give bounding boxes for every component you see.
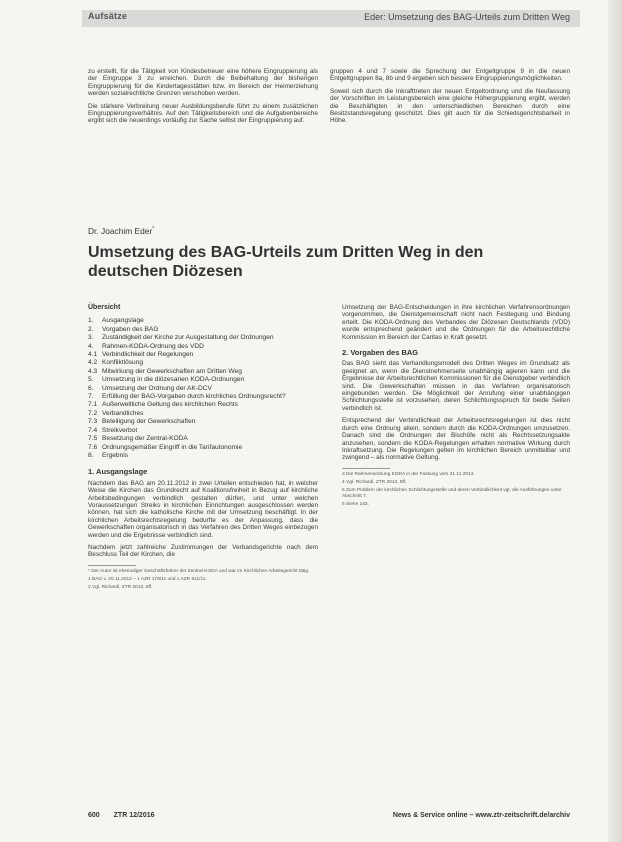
section-1-paragraph: Nachdem das BAG am 20.11.2012 in zwei Urteilen entschieden hat, in welcher Weise die Kirchen das Grundrecht auf Koalitionsfreiheit in Bezug auf kirchliche Arbeitsbedingungen verbindlich gestalten dürfen, und unter welchen Voraussetzungen Streiks in kirchlichen Einrichtungen ausgeschlossen werden können, hat sich die katholische Kirche mit der Umsetzung beschäftigt. In der kirchlichen Arbeitsrechtsregelung bedurfte es der Anpassung, dass die Gewerkschaften organisatorisch in das Verfahren des Dritten Weges einbezogen werden und die Ergebnisse verbindlich sind. — [88, 479, 318, 539]
footnote: 2 Vgl. Richardi, ZTR 2013, 8ff. — [88, 584, 153, 590]
section-2-paragraph: Entsprechend der Verbindlichkeit der Arbeitsrechtsregelungen ist dies nicht durch eine Ordnung allein, sondern durch die KODA-Ordnungen umzusetzen. Danach sind die Ordnungen der Bischöfe nicht als Rechtssetzungsakte anzusehen, sondern die KODA-Regelungen erhalten normative Wirkung durch Inkraftsetzung. Die Regelungen gelten im kirchlichen Bereich unmittelbar und zwingend – als normative Geltung. — [342, 417, 570, 462]
toc-item: 8. Ergebnis — [88, 451, 129, 459]
left-column — [88, 304, 318, 593]
toc-item: 6. Umsetzung der Ordnung der AK-DCV — [88, 384, 212, 392]
toc-item: 7.5 Besetzung der Zentral-KODA — [88, 435, 188, 443]
section-1-paragraph: Nachdem jetzt zahlreiche Zustimmungen der Verbandsgerichte nach dem Beschluss Teil der Kirchen, die — [88, 543, 318, 559]
footnote-rule — [88, 565, 136, 566]
article-title: Umsetzung des BAG-Urteils zum Dritten Weg in den deutschen Diözesen — [88, 244, 484, 280]
toc-item: 2. Vorgaben des BAG — [88, 325, 159, 333]
section-2-heading: 2. Vorgaben des BAG — [342, 348, 419, 358]
section-2-paragraph: Das BAG sieht das Verhandlungsmodell des Dritten Weges im Grundsatz als geeignet an, wenn die Dienstnehmerseite unabhängig agieren kann und die Ergebnisse der Arbeitsrechtlichen Kommissionen für die Dienstgeber verbindlich sind. Die Gewerkschaften müssen in das Verfahren organisatorisch eingebunden werden. Die Möglichkeit der Anrufung einer unabhängigen Schlichtungsstelle ist vorzusehen, deren Schlichtungsspruch für beide Seiten verbindlich ist. — [342, 360, 570, 412]
author-footnote-mark: * — [152, 226, 155, 233]
section-1-heading: 1. Ausgangslage — [88, 467, 148, 477]
journal-issue: ZTR 12/2016 — [113, 812, 155, 819]
footnote: 5 Zum Problem der kirchlichen Schlichtungsstelle und deren Verbindlichkeit vgl. die Ausführungen unter Abschnitt 7. — [342, 487, 562, 499]
top-left-paragraph-1: zu erstellt, für die Tätigkeit von Kindesbetreuer eine höhere Eingruppierung als der Eingruppe 3 zu erreichen. Durch die Beibehaltung der bisherigen Eingruppierung für die Kindertagesstätten bzw. im Bereich der Heimerziehung werden sozialrechtliche Grenzen verschoben werden. — [88, 68, 318, 98]
toc-item: 7.6 Ordnungsgemäßer Eingriff in die Tarifautonomie — [88, 443, 243, 451]
author-name — [88, 226, 154, 236]
toc-item: 4.2 Konfliktlösung — [88, 359, 144, 367]
toc-item: 7.3 Beteiligung der Gewerkschaften — [88, 418, 196, 426]
top-right-column — [330, 68, 570, 130]
footnote: 3 Die Rahmenordnung KODA in der Fassung vom 21.11.2013. — [342, 471, 475, 477]
top-left-column — [88, 68, 318, 130]
right-intro-paragraph: Umsetzung der BAG-Entscheidungen in ihre kirchlichen Verfahrensordnungen vorgenommen, die Dienstgemeinschaft nicht nach Festlegung und Bindung erteilt. Die KODA-Ordnung des Verbandes der Diözesen Deutschlands (VDD) wurde entsprechend geändert und die Ordnungen für die Arbeitsrechtliche Kommission im Bereich der Caritas in Kraft gesetzt. — [342, 304, 570, 341]
toc-item: 7.2 Verbandliches — [88, 409, 144, 417]
toc-item: 4.1 Verbindlichkeit der Regelungen — [88, 351, 194, 359]
right-column — [342, 304, 570, 510]
section-tag: Aufsätze — [88, 11, 128, 21]
running-title: Eder: Umsetzung des BAG-Urteils zum Dritten Weg — [364, 12, 570, 22]
toc-item: 4.3 Mitwirkung der Gewerkschaften am Dritten Weg — [88, 367, 242, 375]
page-footer-left — [88, 812, 155, 819]
top-right-paragraph-2: Soweit sich durch die Inkrafttreten der neuen Entgeltordnung und die Neufassung der Vorschriften im Leistungsbereich eine gleiche Höhergruppierung ergibt, werden die Beschäftigten in den unterschiedlichen Bereichen durch eine Besitzstandsregelung geschützt. Dies gilt auch für die Schiedsgerichtsbarkeit in Höhe. — [330, 87, 570, 125]
top-right-paragraph-1: gruppen 4 und 7 sowie die Sprechung der Entgeltgruppe 9 in die neuen Entgeltgruppen 8a, 8b und 9 ergeben sich bessere Eingruppierungsmöglichkeiten. — [330, 68, 570, 83]
toc-item: 4. Rahmen-KODA-Ordnung des VDD — [88, 342, 204, 350]
author-text: Dr. Joachim Eder — [88, 226, 153, 236]
footnote: * Der Autor ist ehemaliger Geschäftsführer der Zentral-KODA und war im Kirchlichen Arbeitsgericht tätig. — [88, 568, 310, 574]
footer-archive-link[interactable]: News & Service online – www.ztr-zeitschrift.de/archiv — [392, 812, 570, 819]
page-number: 600 — [88, 812, 100, 819]
footnote: 1 BAG v. 20.11.2012 – 1 AZR 179/11 und 1 AZR 611/11. — [88, 576, 207, 582]
toc-item: 7.1 Außerweltliche Geltung des kirchlichen Rechts — [88, 401, 238, 409]
toc-item: 1. Ausgangslage — [88, 317, 144, 325]
top-left-paragraph-2: Die stärkere Verbreitung neuer Ausbildungsberufe führt zu einem zusätzlichen Eingruppierungsverhältnis. Auf den Tätigkeitsbereich und die Aufgabenbereiche ergibt sich die neuerdings vorläufig zur Sache selbst der Eingruppierung auf. — [88, 102, 318, 125]
toc-item: 7.4 Streikverbot — [88, 426, 138, 434]
toc-item: 7. Erfüllung der BAG-Vorgaben durch kirchliches Ordnungsrecht? — [88, 393, 286, 401]
footnote: 4 Vgl. Richardi, ZTR 2013, 8ff. — [342, 479, 407, 485]
toc-item: 5. Umsetzung in die diözesanen KODA-Ordnungen — [88, 376, 245, 384]
footnote-rule — [342, 468, 390, 469]
toc-item: 3. Zuständigkeit der Kirche zur Ausgestaltung der Ordnungen — [88, 334, 274, 342]
footnote: 6 Siehe 143. — [342, 501, 369, 507]
page-edge-shadow — [608, 0, 622, 842]
toc-list — [88, 317, 318, 460]
toc-heading: Übersicht — [88, 304, 121, 311]
